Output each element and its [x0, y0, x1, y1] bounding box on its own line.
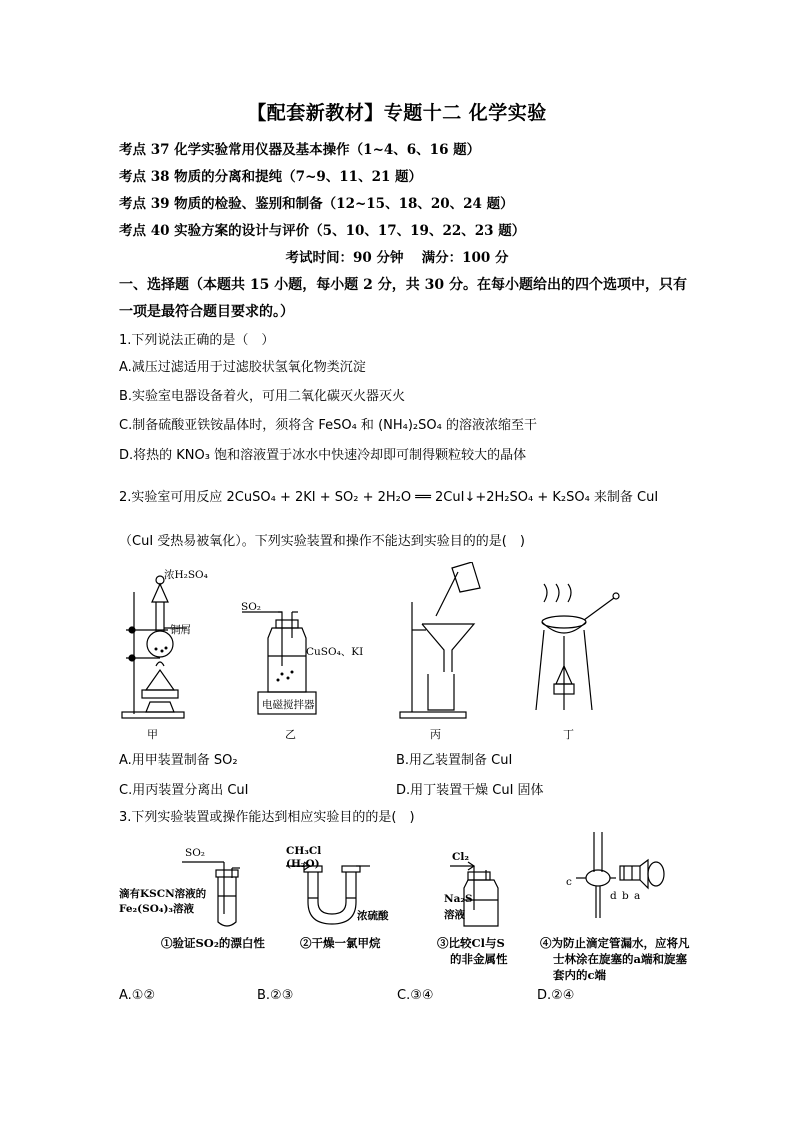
fig4-label-a: a: [634, 890, 641, 902]
section-heading-line2: 一项是最符合题目要求的。）: [119, 304, 294, 320]
kaodian-37: 考点 37 化学实验常用仪器及基本操作（1~4、6、16 题）: [119, 142, 481, 158]
apparatus-jia: [116, 562, 196, 722]
yi-stirrer-label: 电磁搅拌器: [262, 699, 315, 711]
fig3-reagent2: 溶液: [444, 909, 465, 921]
q1-option-b: B.实验室电器设备着火，可用二氧化碳灭火器灭火: [119, 389, 406, 404]
caption-bing: 丙: [430, 728, 441, 741]
fig3-gas: Cl₂: [452, 851, 469, 863]
q3-option-b: B.②③: [257, 988, 294, 1003]
fig2-caption: ②干燥一氯甲烷: [300, 936, 381, 950]
caption-jia: 甲: [147, 728, 158, 741]
fig3-caption1: ③比较Cl与S: [437, 936, 505, 950]
q3-option-c: C.③④: [397, 988, 434, 1003]
yi-gas-label: SO₂: [241, 601, 262, 613]
fig2-gas1: CH₃Cl: [286, 845, 322, 857]
q1-stem: 1.下列说法正确的是（ ）: [119, 333, 275, 348]
fig2-reagent: 浓硫酸: [357, 910, 389, 922]
fig1-gas: SO₂: [185, 847, 206, 859]
q2-option-a: A.用甲装置制备 SO₂: [119, 753, 238, 768]
kaodian-40: 考点 40 实验方案的设计与评价（5、10、17、19、22、23 题）: [119, 223, 526, 239]
fig1-label1: 滴有KSCN溶液的: [119, 888, 207, 900]
q3-option-a: A.①②: [119, 988, 156, 1003]
q1-option-d: D.将热的 KNO₃ 饱和溶液置于冰水中快速冷却即可制得颗粒较大的晶体: [119, 448, 527, 463]
q2-stem-line1: 2.实验室可用反应 2CuSO₄ + 2KI + SO₂ + 2H₂O ══ 2CuI↓+2H₂SO₄ + K₂SO₄ 来制备 CuI: [119, 490, 659, 505]
fig4-caption3: 套内的c端: [553, 968, 607, 982]
section-heading-line1: 一、选择题（本题共 15 小题，每小题 2 分，共 30 分。在每小题给出的四个选项中，只有: [119, 277, 687, 293]
q1-option-a: A.减压过滤适用于过滤胶状氢氧化物类沉淀: [119, 360, 366, 375]
apparatus-bing: [396, 562, 506, 722]
page-title: 【配套新教材】专题十二 化学实验: [247, 102, 547, 124]
fig4-label-b: b: [622, 890, 629, 902]
fig1-caption: ①验证SO₂的漂白性: [161, 936, 265, 950]
jia-reagent-label: 浓H₂SO₄: [164, 569, 208, 581]
q2-stem-line2: （CuI 受热易被氧化）。下列实验装置和操作不能达到实验目的的是( ): [119, 534, 525, 549]
figure-4-apparatus: [560, 828, 670, 928]
q2-option-d: D.用丁装置干燥 CuI 固体: [396, 783, 544, 798]
kaodian-38: 考点 38 物质的分离和提纯（7~9、11、21 题）: [119, 169, 423, 185]
fig3-reagent1: Na₂S: [444, 893, 473, 905]
kaodian-39: 考点 39 物质的检验、鉴别和制备（12~15、18、20、24 题）: [119, 196, 514, 212]
fig3-caption2: 的非金属性: [450, 952, 508, 966]
jia-solid-label: 铜屑: [170, 624, 191, 636]
fig4-caption2: 士林涂在旋塞的a端和旋塞: [553, 952, 687, 966]
apparatus-ding: [530, 580, 622, 720]
fig4-caption1: ④为防止滴定管漏水，应将凡: [540, 936, 690, 950]
fig4-label-c: c: [566, 876, 572, 888]
q2-option-b: B.用乙装置制备 CuI: [396, 753, 513, 768]
caption-yi: 乙: [285, 728, 296, 741]
q3-option-d: D.②④: [537, 988, 575, 1003]
fig4-label-d: d: [610, 890, 617, 902]
q2-option-c: C.用丙装置分离出 CuI: [119, 783, 249, 798]
yi-reagent-label: CuSO₄、KI: [306, 646, 364, 658]
q3-stem: 3.下列实验装置或操作能达到相应实验目的的是( ): [119, 810, 415, 825]
caption-ding: 丁: [563, 728, 574, 741]
exam-info: 考试时间：90 分钟 满分：100 分: [285, 250, 509, 266]
fig1-label2: Fe₂(SO₄)₃溶液: [119, 903, 195, 915]
fig2-gas2: (H₂O): [286, 858, 320, 870]
q1-option-c: C.制备硫酸亚铁铵晶体时，须将含 FeSO₄ 和 (NH₄)₂SO₄ 的溶液浓缩至干: [119, 418, 537, 433]
